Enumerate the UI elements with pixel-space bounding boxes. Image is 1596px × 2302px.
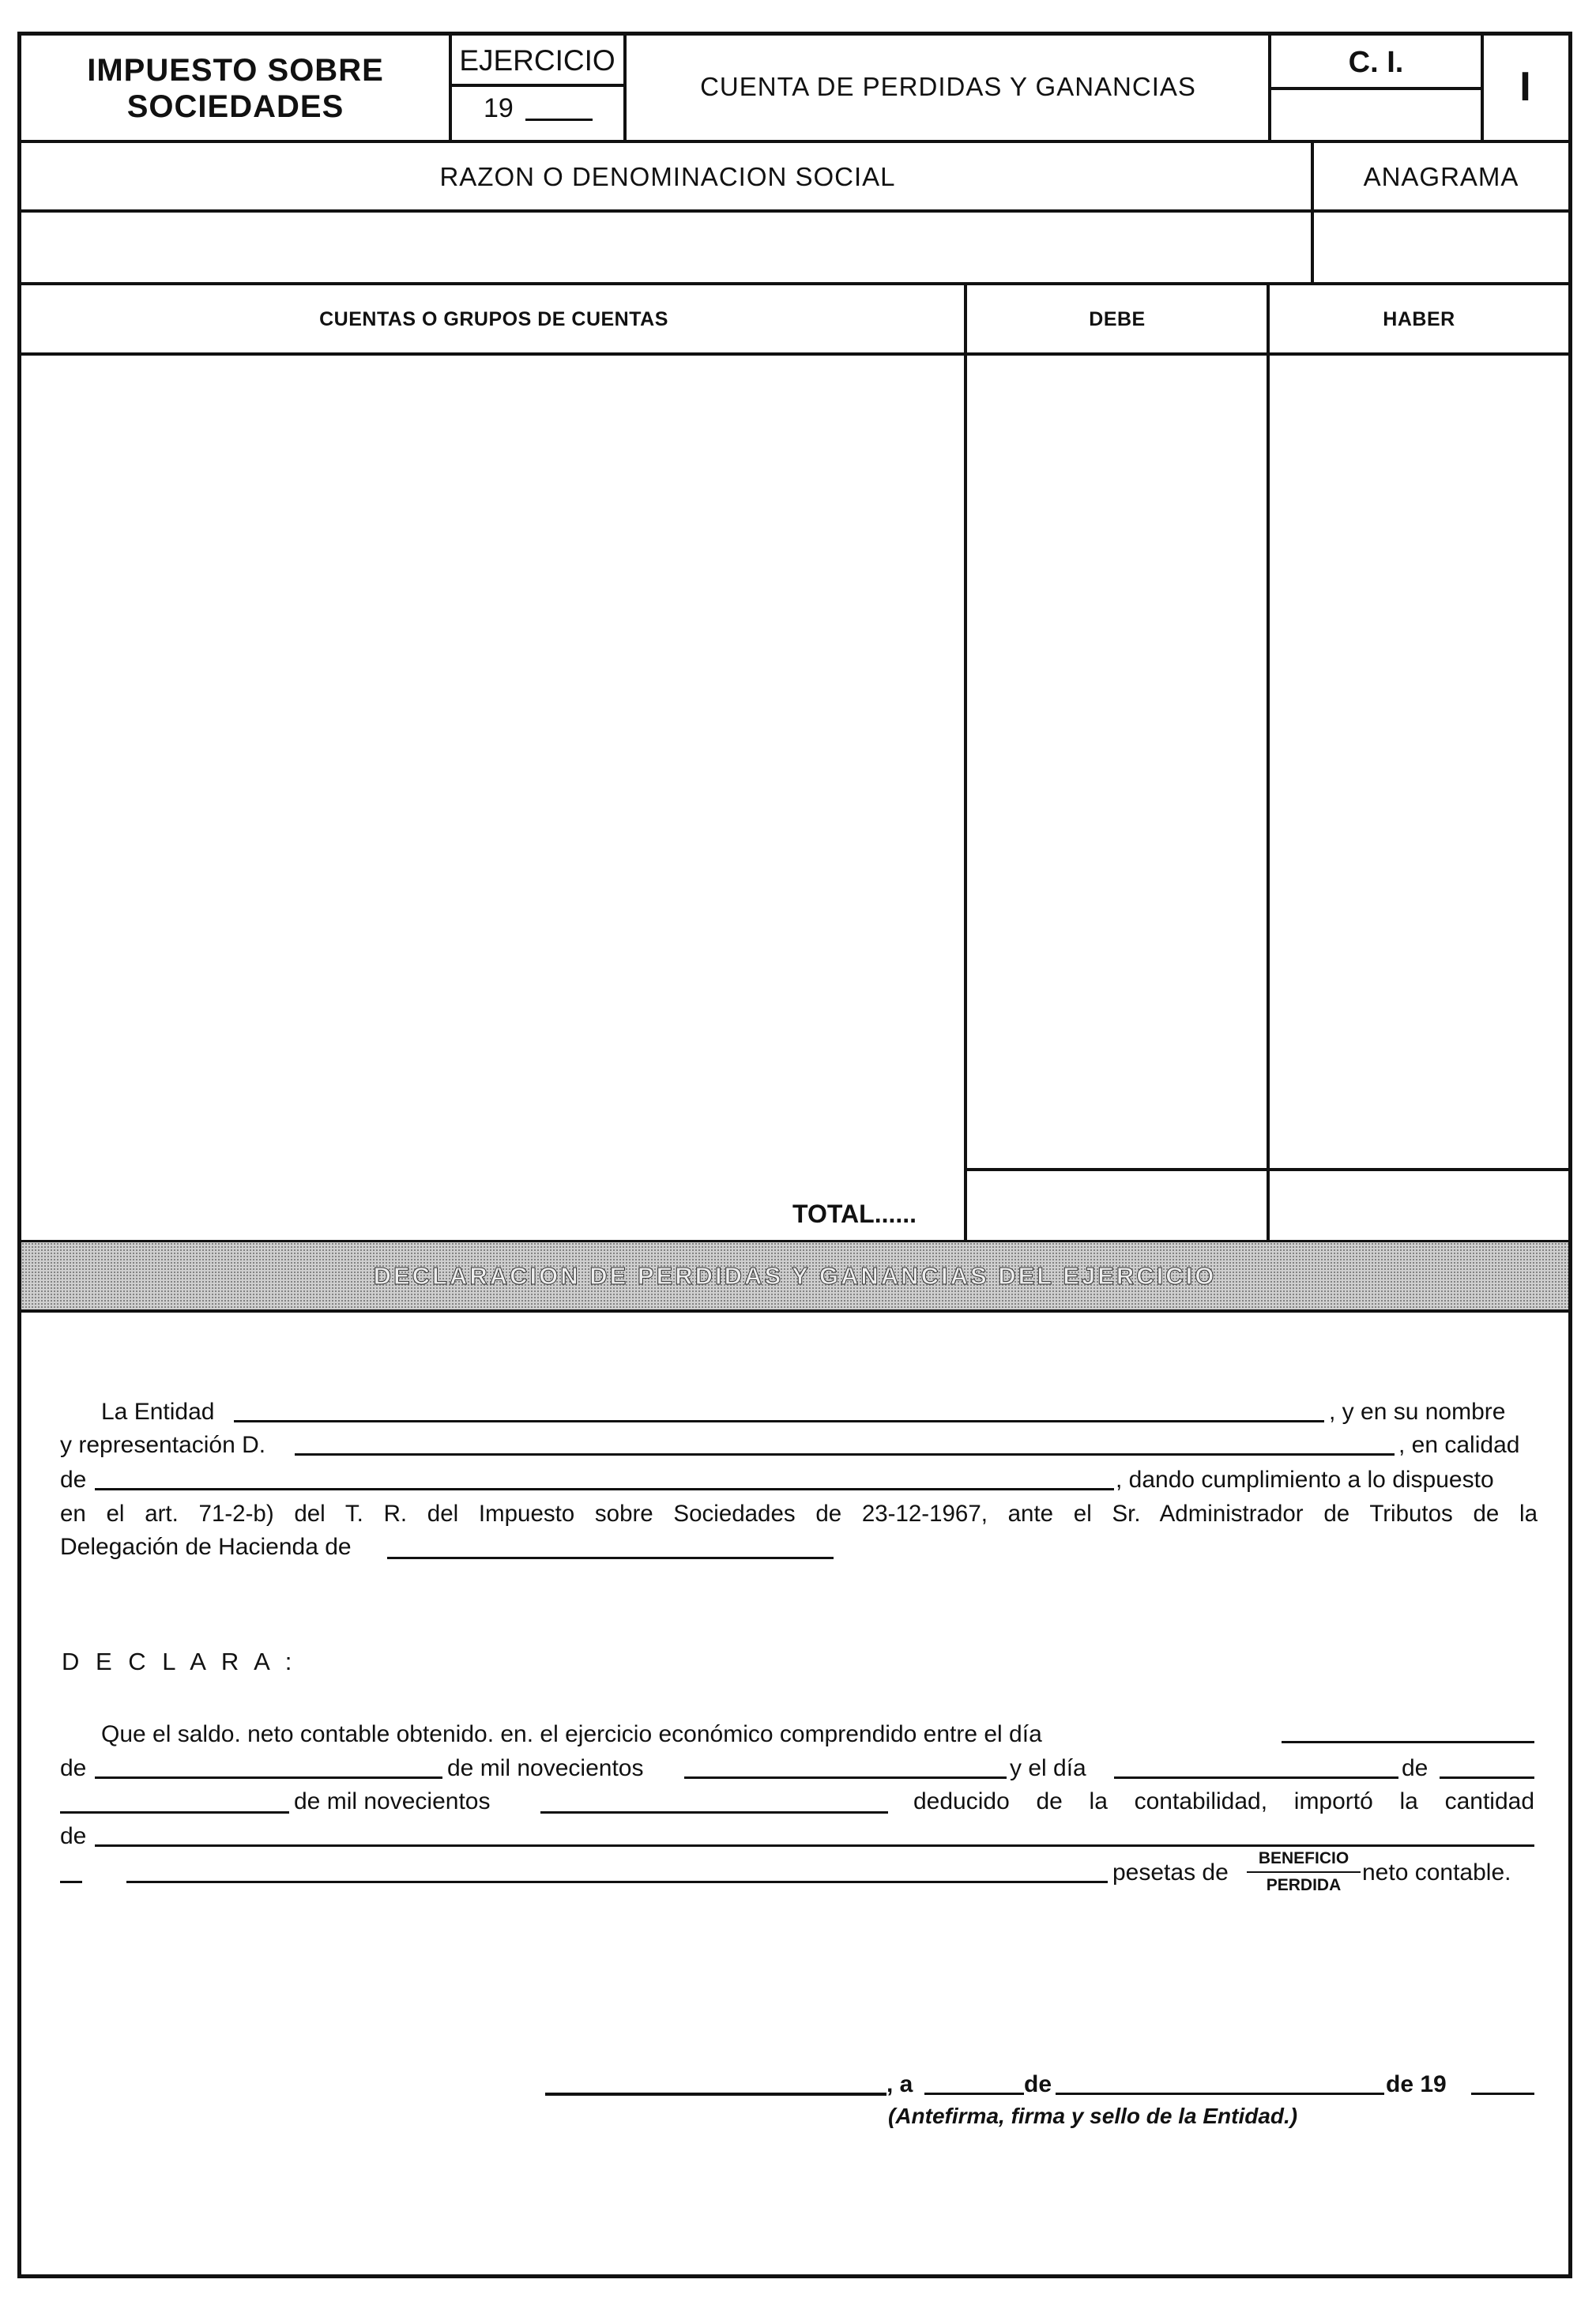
p1-delegacion-label: Delegación de Hacienda de	[60, 1534, 352, 1560]
mes-inicio-field[interactable]	[95, 1776, 442, 1779]
sig-dia-field[interactable]	[924, 2093, 1024, 2095]
perdida-option[interactable]: PERDIDA	[1266, 1876, 1342, 1894]
entidad-field[interactable]	[234, 1420, 1324, 1422]
cuentas-column-area[interactable]	[24, 357, 962, 1238]
haber-total-input[interactable]	[1271, 1173, 1567, 1239]
total-label: TOTAL......	[792, 1200, 917, 1228]
signature-caption: (Antefirma, firma y sello de la Entidad.)	[888, 2104, 1298, 2128]
p1-representacion-label: y representación D.	[60, 1432, 266, 1458]
ejercicio-year-blank[interactable]	[525, 119, 593, 121]
p1-calidad-label: , en calidad	[1398, 1432, 1520, 1458]
form-title: CUENTA DE PERDIDAS Y GANANCIAS	[700, 72, 1196, 101]
calidad-field[interactable]	[95, 1488, 1114, 1490]
p2-deducido-text: deducido de la contabilidad, importó la cantidad	[913, 1788, 1534, 1814]
debe-column-area[interactable]	[969, 357, 1265, 1165]
signature-area[interactable]	[545, 2134, 1533, 2252]
lugar-field[interactable]	[545, 2093, 886, 2096]
p2-de3-label: de	[60, 1823, 87, 1849]
p1-legal-line: en el art. 71-2-b) del T. R. del Impuesto sobre Sociedades de 23-12-1967, ante el Sr. Administrador de Tributos de la	[60, 1501, 1538, 1527]
p2-intro-text: Que el saldo. neto contable obtenido. en. el ejercicio económico comprendido entre el día	[101, 1721, 1042, 1747]
p1-cumplimiento-label: , dando cumplimiento a lo dispuesto	[1116, 1467, 1494, 1493]
fraction-bar	[1247, 1871, 1361, 1873]
page-number: I	[1519, 64, 1531, 110]
p2-ydia-label: y el día	[1010, 1755, 1086, 1781]
p1-nombre-label: , y en su nombre	[1329, 1399, 1506, 1425]
mes-fin-field-b[interactable]	[60, 1811, 289, 1814]
col-header-haber: HABER	[1383, 307, 1455, 330]
col-header-cuentas: CUENTAS O GRUPOS DE CUENTAS	[319, 307, 668, 330]
p2-neto-label: neto contable.	[1362, 1859, 1511, 1886]
form-code: C. I.	[1348, 45, 1404, 79]
beneficio-option[interactable]: BENEFICIO	[1258, 1849, 1349, 1867]
p2-mil1-label: de mil novecientos	[447, 1755, 644, 1781]
razon-label: RAZON O DENOMINACION SOCIAL	[439, 162, 896, 191]
sig-de-label: de	[1024, 2071, 1052, 2097]
ejercicio-label: EJERCICIO	[459, 44, 615, 77]
cantidad-dash	[60, 1881, 82, 1883]
delegacion-field[interactable]	[387, 1557, 834, 1559]
anagrama-input[interactable]	[1314, 213, 1567, 282]
cantidad-letras-field-2[interactable]	[126, 1881, 1108, 1883]
col-header-debe: DEBE	[1089, 307, 1146, 330]
haber-column-area[interactable]	[1271, 357, 1567, 1165]
p2-pesetas-label: pesetas de	[1112, 1859, 1229, 1886]
declara-heading: D E C L A R A :	[62, 1648, 297, 1675]
dia-fin-field[interactable]	[1114, 1776, 1398, 1779]
anio-inicio-field[interactable]	[684, 1776, 1007, 1779]
sig-a-label: , a	[886, 2071, 913, 2097]
sig-anio-field[interactable]	[1471, 2093, 1534, 2095]
sig-de19-label: de 19	[1386, 2071, 1447, 2097]
anagrama-label: ANAGRAMA	[1363, 162, 1519, 191]
p2-mil2-label: de mil novecientos	[294, 1788, 491, 1814]
p2-de1-label: de	[60, 1755, 87, 1781]
sig-mes-field[interactable]	[1056, 2093, 1384, 2095]
mes-fin-field-a[interactable]	[1440, 1776, 1534, 1779]
razon-input[interactable]	[24, 213, 1309, 282]
cantidad-letras-field[interactable]	[95, 1844, 1534, 1847]
dia-inicio-field[interactable]	[1282, 1741, 1534, 1743]
debe-total-input[interactable]	[969, 1173, 1265, 1239]
p2-de2-label: de	[1402, 1755, 1428, 1781]
ejercicio-year-prefix: 19	[484, 93, 514, 123]
anio-fin-field[interactable]	[540, 1811, 888, 1814]
representante-field[interactable]	[295, 1453, 1395, 1456]
declaration-banner	[21, 1242, 1568, 1310]
declaration-banner-text: DECLARACION DE PERDIDAS Y GANANCIAS DEL EJERCICIO	[373, 1262, 1217, 1290]
tax-title	[24, 47, 447, 130]
p1-de-label: de	[60, 1467, 87, 1493]
p1-entidad-label: La Entidad	[101, 1399, 215, 1425]
tax-title-line2: SOCIEDADES	[126, 89, 344, 124]
tax-title-line1: IMPUESTO SOBRE	[87, 53, 384, 88]
